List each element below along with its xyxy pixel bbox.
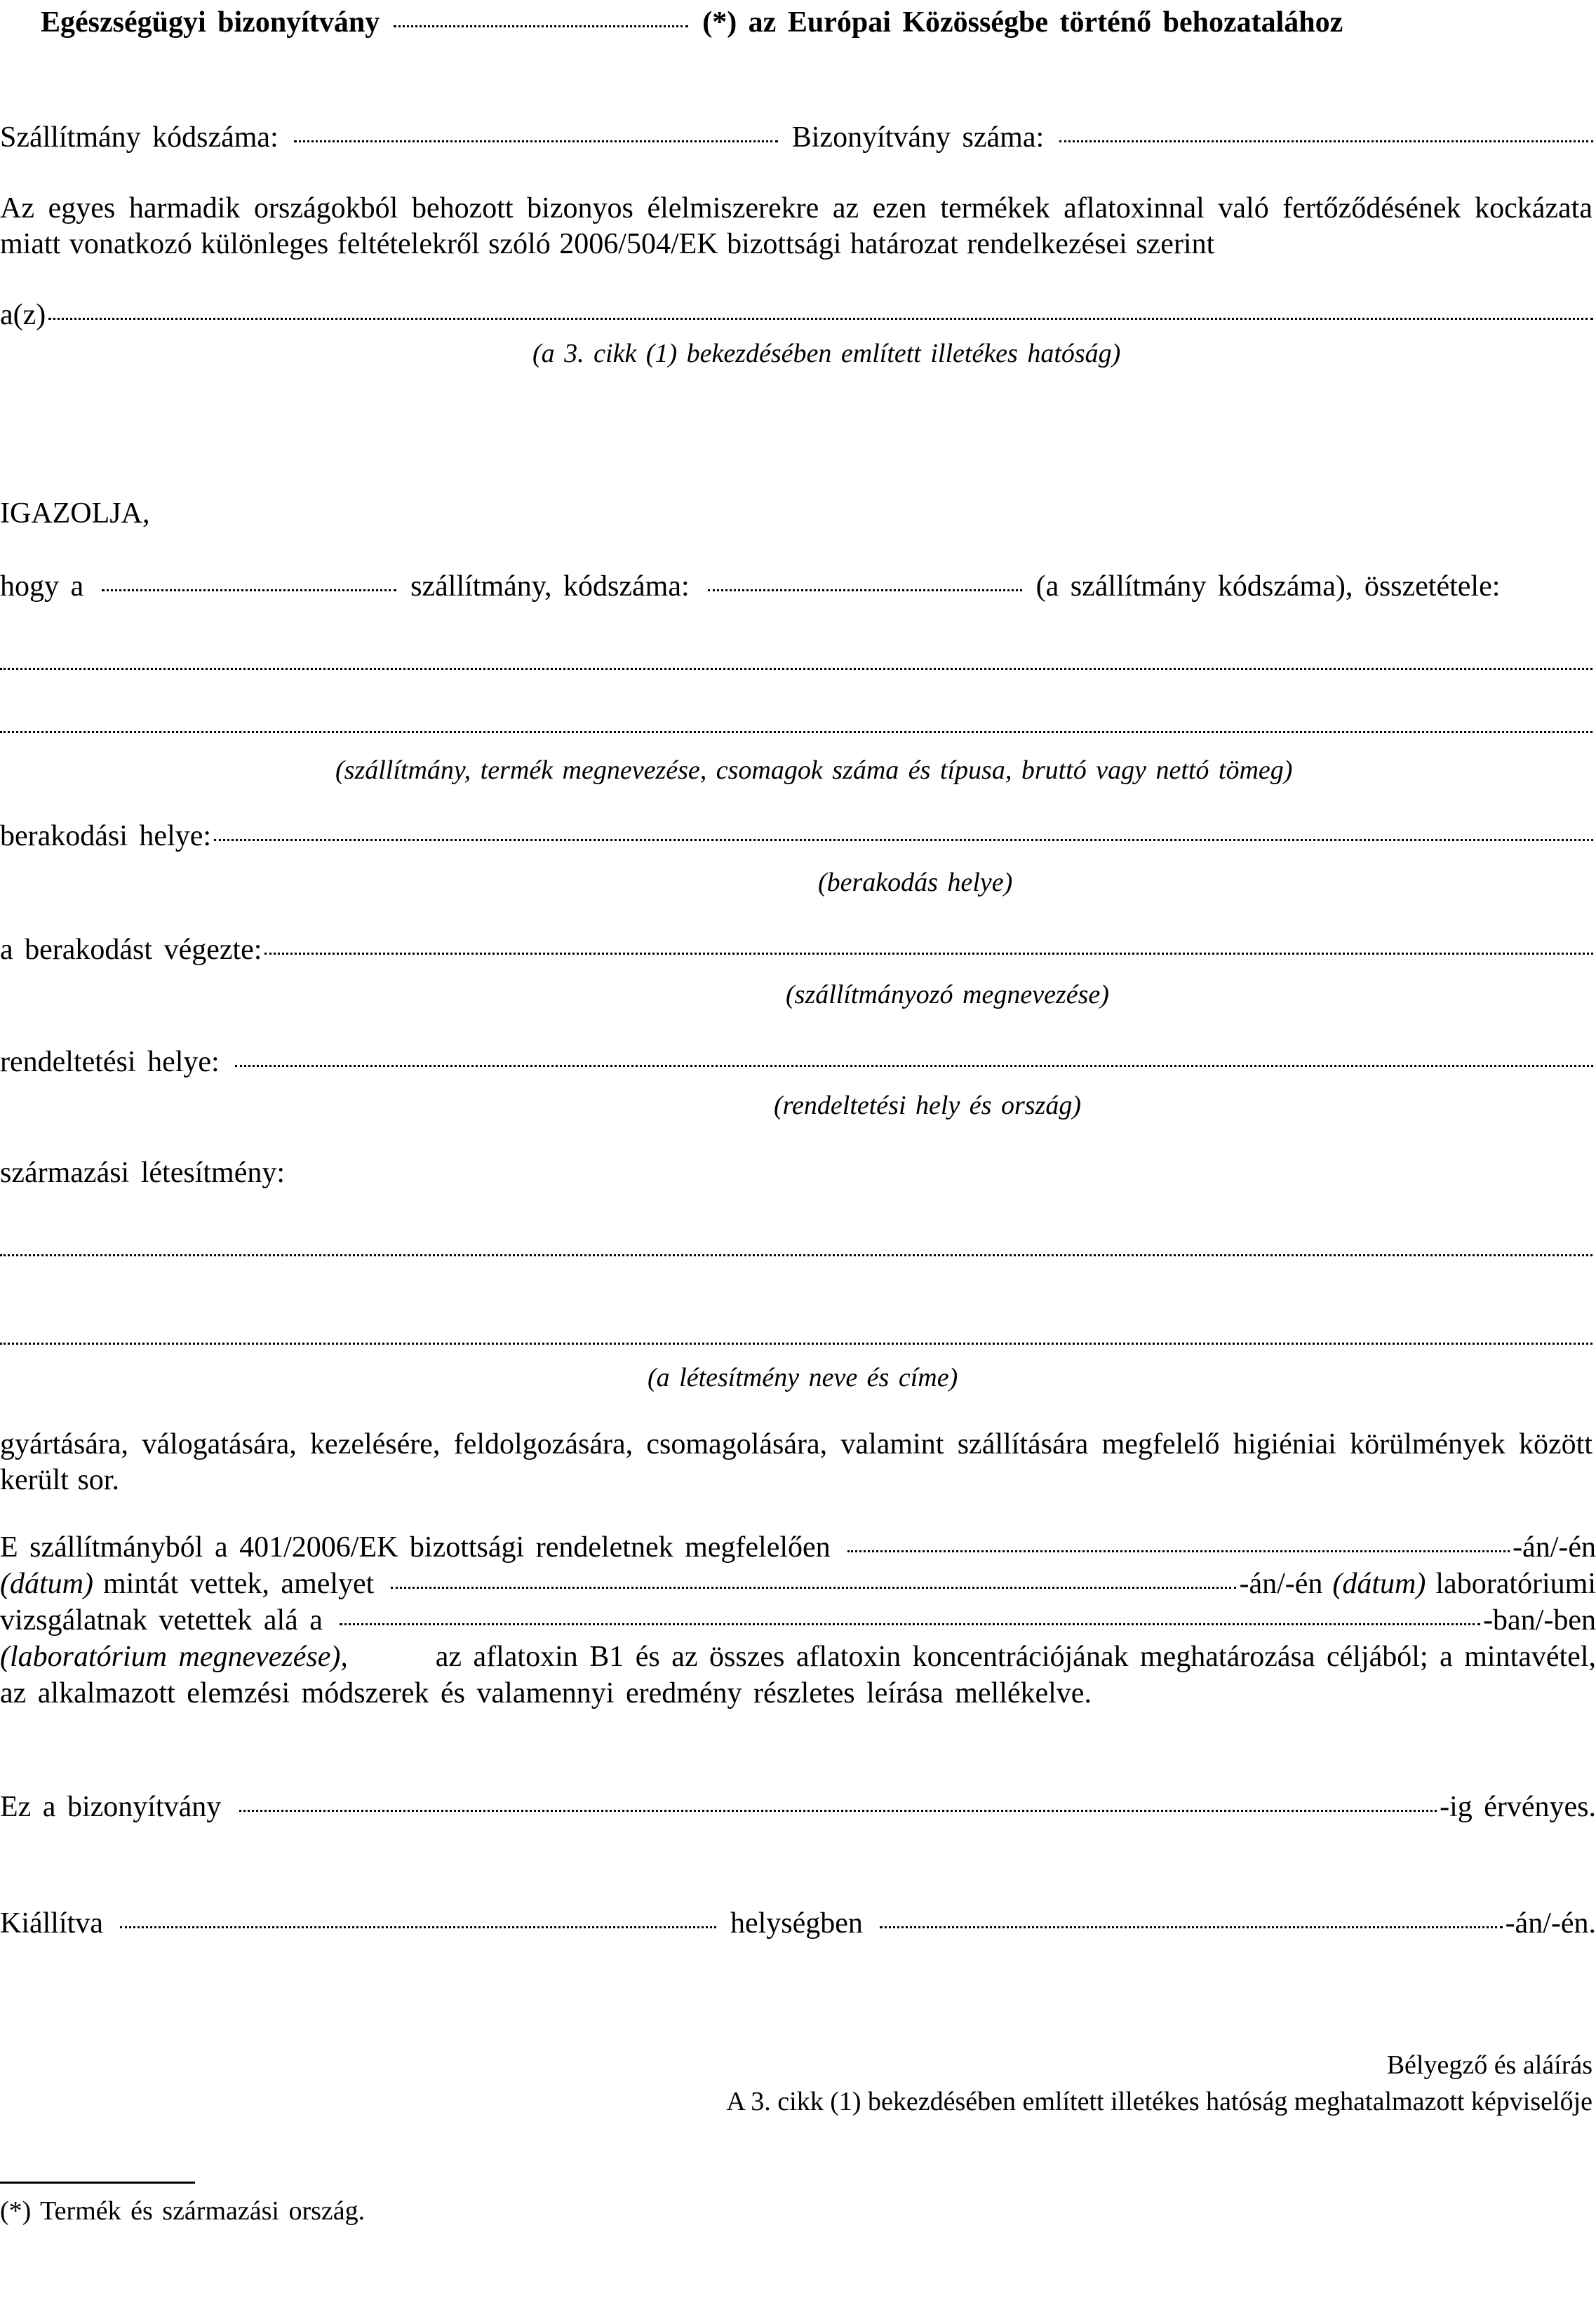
shipment-code-field-2[interactable] [708, 589, 1022, 591]
certifies-heading: IGAZOLJA, [0, 497, 150, 530]
establishment-label: származási létesítmény: [0, 1157, 286, 1189]
sampling-line-1 [0, 1531, 1596, 1564]
sampling-l2e: laboratóriumi [1435, 1568, 1596, 1600]
certifies-line [0, 497, 1596, 530]
loaded-by-line [0, 933, 1596, 967]
destination-line [0, 1045, 1596, 1079]
shipment-code-field[interactable] [294, 140, 778, 142]
that-part2: szállítmány, kódszáma: [410, 570, 690, 603]
loaded-by-label: a berakodást végezte: [0, 934, 262, 966]
validity-suffix: -ig érvényes. [1440, 1791, 1596, 1823]
issued-label: Kiállítva [0, 1907, 103, 1940]
product-fill-field[interactable] [394, 25, 688, 27]
issued-mid: helységben [730, 1907, 863, 1940]
establishment-line [0, 1156, 1596, 1190]
title-left: Egészségügyi bizonyítvány [41, 6, 380, 39]
shipment-code-label: Szállítmány kódszáma: [0, 121, 279, 154]
sampling-date-field[interactable] [847, 1550, 1510, 1552]
sampling-line-4 [0, 1640, 1596, 1674]
issued-date-field[interactable] [880, 1926, 1503, 1928]
laboratory-field[interactable] [340, 1623, 1480, 1625]
authority-field[interactable] [48, 318, 1593, 320]
composition-field-2[interactable] [0, 731, 1592, 733]
sampling-l3b: -ban/-ben [1483, 1604, 1596, 1637]
sampling-l1b: -án/-én [1513, 1531, 1596, 1564]
destination-caption: (rendeltetési hely és ország) [774, 1091, 1081, 1120]
sampling-line-2 [0, 1567, 1596, 1601]
hygiene-paragraph: gyártására, válogatására, kezelésére, feldolgozására, csomagolására, valamint szállítására megfelelő higiéniai körülmények között került sor. [0, 1428, 1592, 1496]
sampling-l1a: E szállítmányból a 401/2006/EK bizottsági rendeletnek megfelelően [0, 1531, 831, 1564]
loaded-by-field[interactable] [264, 953, 1593, 955]
establishment-field-2[interactable] [0, 1343, 1592, 1345]
sampling-l2c: -án/-én [1239, 1568, 1323, 1600]
composition-caption: (szállítmány, termék megnevezése, csomagok száma és típusa, bruttó vagy nettó tömeg) [335, 755, 1293, 785]
sampling-l2b: mintát vettek, amelyet [102, 1568, 375, 1600]
shipment-field[interactable] [102, 589, 396, 591]
certificate-number-field[interactable] [1059, 140, 1593, 142]
authority-label: a(z) [0, 299, 46, 331]
sampling-l3a: vizsgálatnak vetettek alá a [0, 1604, 323, 1637]
sampling-l2a: (dátum) [0, 1568, 93, 1600]
sampling-l4b: az aflatoxin B1 és az összes aflatoxin koncentrációjának meghatározása céljából; a mintavétel, [435, 1641, 1596, 1673]
validity-line [0, 1790, 1596, 1824]
issued-line [0, 1907, 1596, 1940]
validity-field[interactable] [239, 1810, 1437, 1812]
sampling-line-5 [0, 1677, 1596, 1710]
that-part3: (a szállítmány kódszáma), összetétele: [1035, 570, 1501, 603]
sampling-line-3 [0, 1604, 1596, 1637]
destination-field[interactable] [235, 1065, 1593, 1067]
sampling-l5: az alkalmazott elemzési módszerek és valamennyi eredmény részletes leírása mellékelve. [0, 1677, 1092, 1709]
signature-line-1: Bélyegző és aláírás [1386, 2050, 1592, 2080]
title-right: (*) az Európai Közösségbe történő behozatalához [702, 6, 1343, 39]
signature-line-2: A 3. cikk (1) bekezdésében említett illetékes hatóság meghatalmazott képviselője [726, 2087, 1592, 2116]
authority-caption: (a 3. cikk (1) bekezdésében említett illetékes hatóság) [532, 339, 1121, 368]
establishment-field-1[interactable] [0, 1254, 1592, 1256]
destination-label: rendeltetési helye: [0, 1046, 220, 1078]
footnote-rule [0, 2182, 195, 2184]
issued-suffix: -án/-én. [1505, 1907, 1596, 1940]
loading-place-caption: (berakodás helye) [818, 868, 1013, 897]
loading-place-label: berakodási helye: [0, 820, 212, 852]
footnote: (*) Termék és származási ország. [0, 2196, 366, 2226]
validity-label: Ez a bizonyítvány [0, 1791, 222, 1823]
composition-field-1[interactable] [0, 668, 1592, 670]
sampling-l2d: (dátum) [1332, 1568, 1426, 1600]
that-part1: hogy a [0, 570, 84, 603]
establishment-caption: (a létesítmény neve és címe) [648, 1363, 958, 1392]
sampling-lab-date-field[interactable] [391, 1587, 1236, 1589]
loaded-by-caption: (szállítmányozó megnevezése) [786, 980, 1109, 1009]
shipment-code-line [0, 121, 1596, 154]
that-line [0, 570, 1596, 603]
title-line [41, 6, 1514, 39]
issued-place-field[interactable] [120, 1926, 716, 1928]
authority-line [0, 298, 1596, 332]
loading-place-line [0, 819, 1596, 853]
intro-paragraph: Az egyes harmadik országokból behozott bizonyos élelmiszerekre az ezen termékek aflatoxinnal való fertőződésének kockázata miatt vonatkozó különleges feltételekről szóló 2006/504/EK bizottsági határozat rendelkezései szerint [0, 192, 1592, 260]
sampling-l4a: (laboratórium megnevezése), [0, 1641, 348, 1673]
certificate-number-label: Bizonyítvány száma: [791, 121, 1045, 154]
loading-place-field[interactable] [214, 839, 1593, 841]
